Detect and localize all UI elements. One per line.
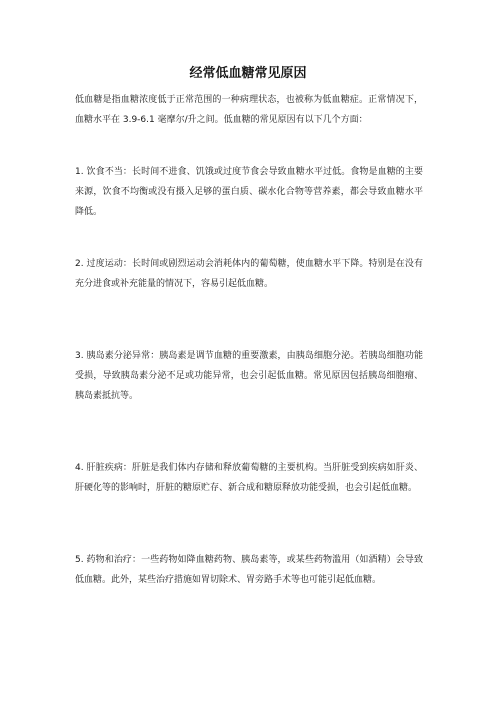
document-title: 经常低血糖常见原因 [189,66,307,81]
cause-item-diet: 1. 饮食不当：长时间不进食、饥饿或过度节食会导致血糖水平过低。食物是血糖的主要来源，饮食不均衡或没有摄入足够的蛋白质、碳水化合物等营养素，都会导致血糖水平降低。 [75,167,423,217]
intro-paragraph: 低血糖是指血糖浓度低于正常范围的一种病理状态，也被称为低血糖症。正常情况下，血糖水平在 3.9-6.1 毫摩尔/升之间。低血糖的常见原因有以下几个方面： [75,95,423,125]
cause-item-exercise: 2. 过度运动：长时间或剧烈运动会消耗体内的葡萄糖，使血糖水平下降。特别是在没有充分进食或补充能量的情况下，容易引起低血糖。 [75,259,423,289]
cause-item-medication: 5. 药物和治疗：一些药物如降血糖药物、胰岛素等，或某些药物滥用（如酒精）会导致低血糖。此外，某些治疗措施如胃切除术、胃旁路手术等也可能引起低血糖。 [75,555,423,585]
cause-item-insulin: 3. 胰岛素分泌异常：胰岛素是调节血糖的重要激素，由胰岛细胞分泌。若胰岛细胞功能受损，导致胰岛素分泌不足或功能异常，也会引起低血糖。常见原因包括胰岛细胞瘤、胰岛素抵抗等。 [75,351,423,401]
cause-item-liver: 4. 肝脏疾病：肝脏是我们体内存储和释放葡萄糖的主要机构。当肝脏受到疾病如肝炎、肝硬化等的影响时，肝脏的糖原贮存、新合成和糖原释放功能受损，也会引起低血糖。 [75,463,423,493]
